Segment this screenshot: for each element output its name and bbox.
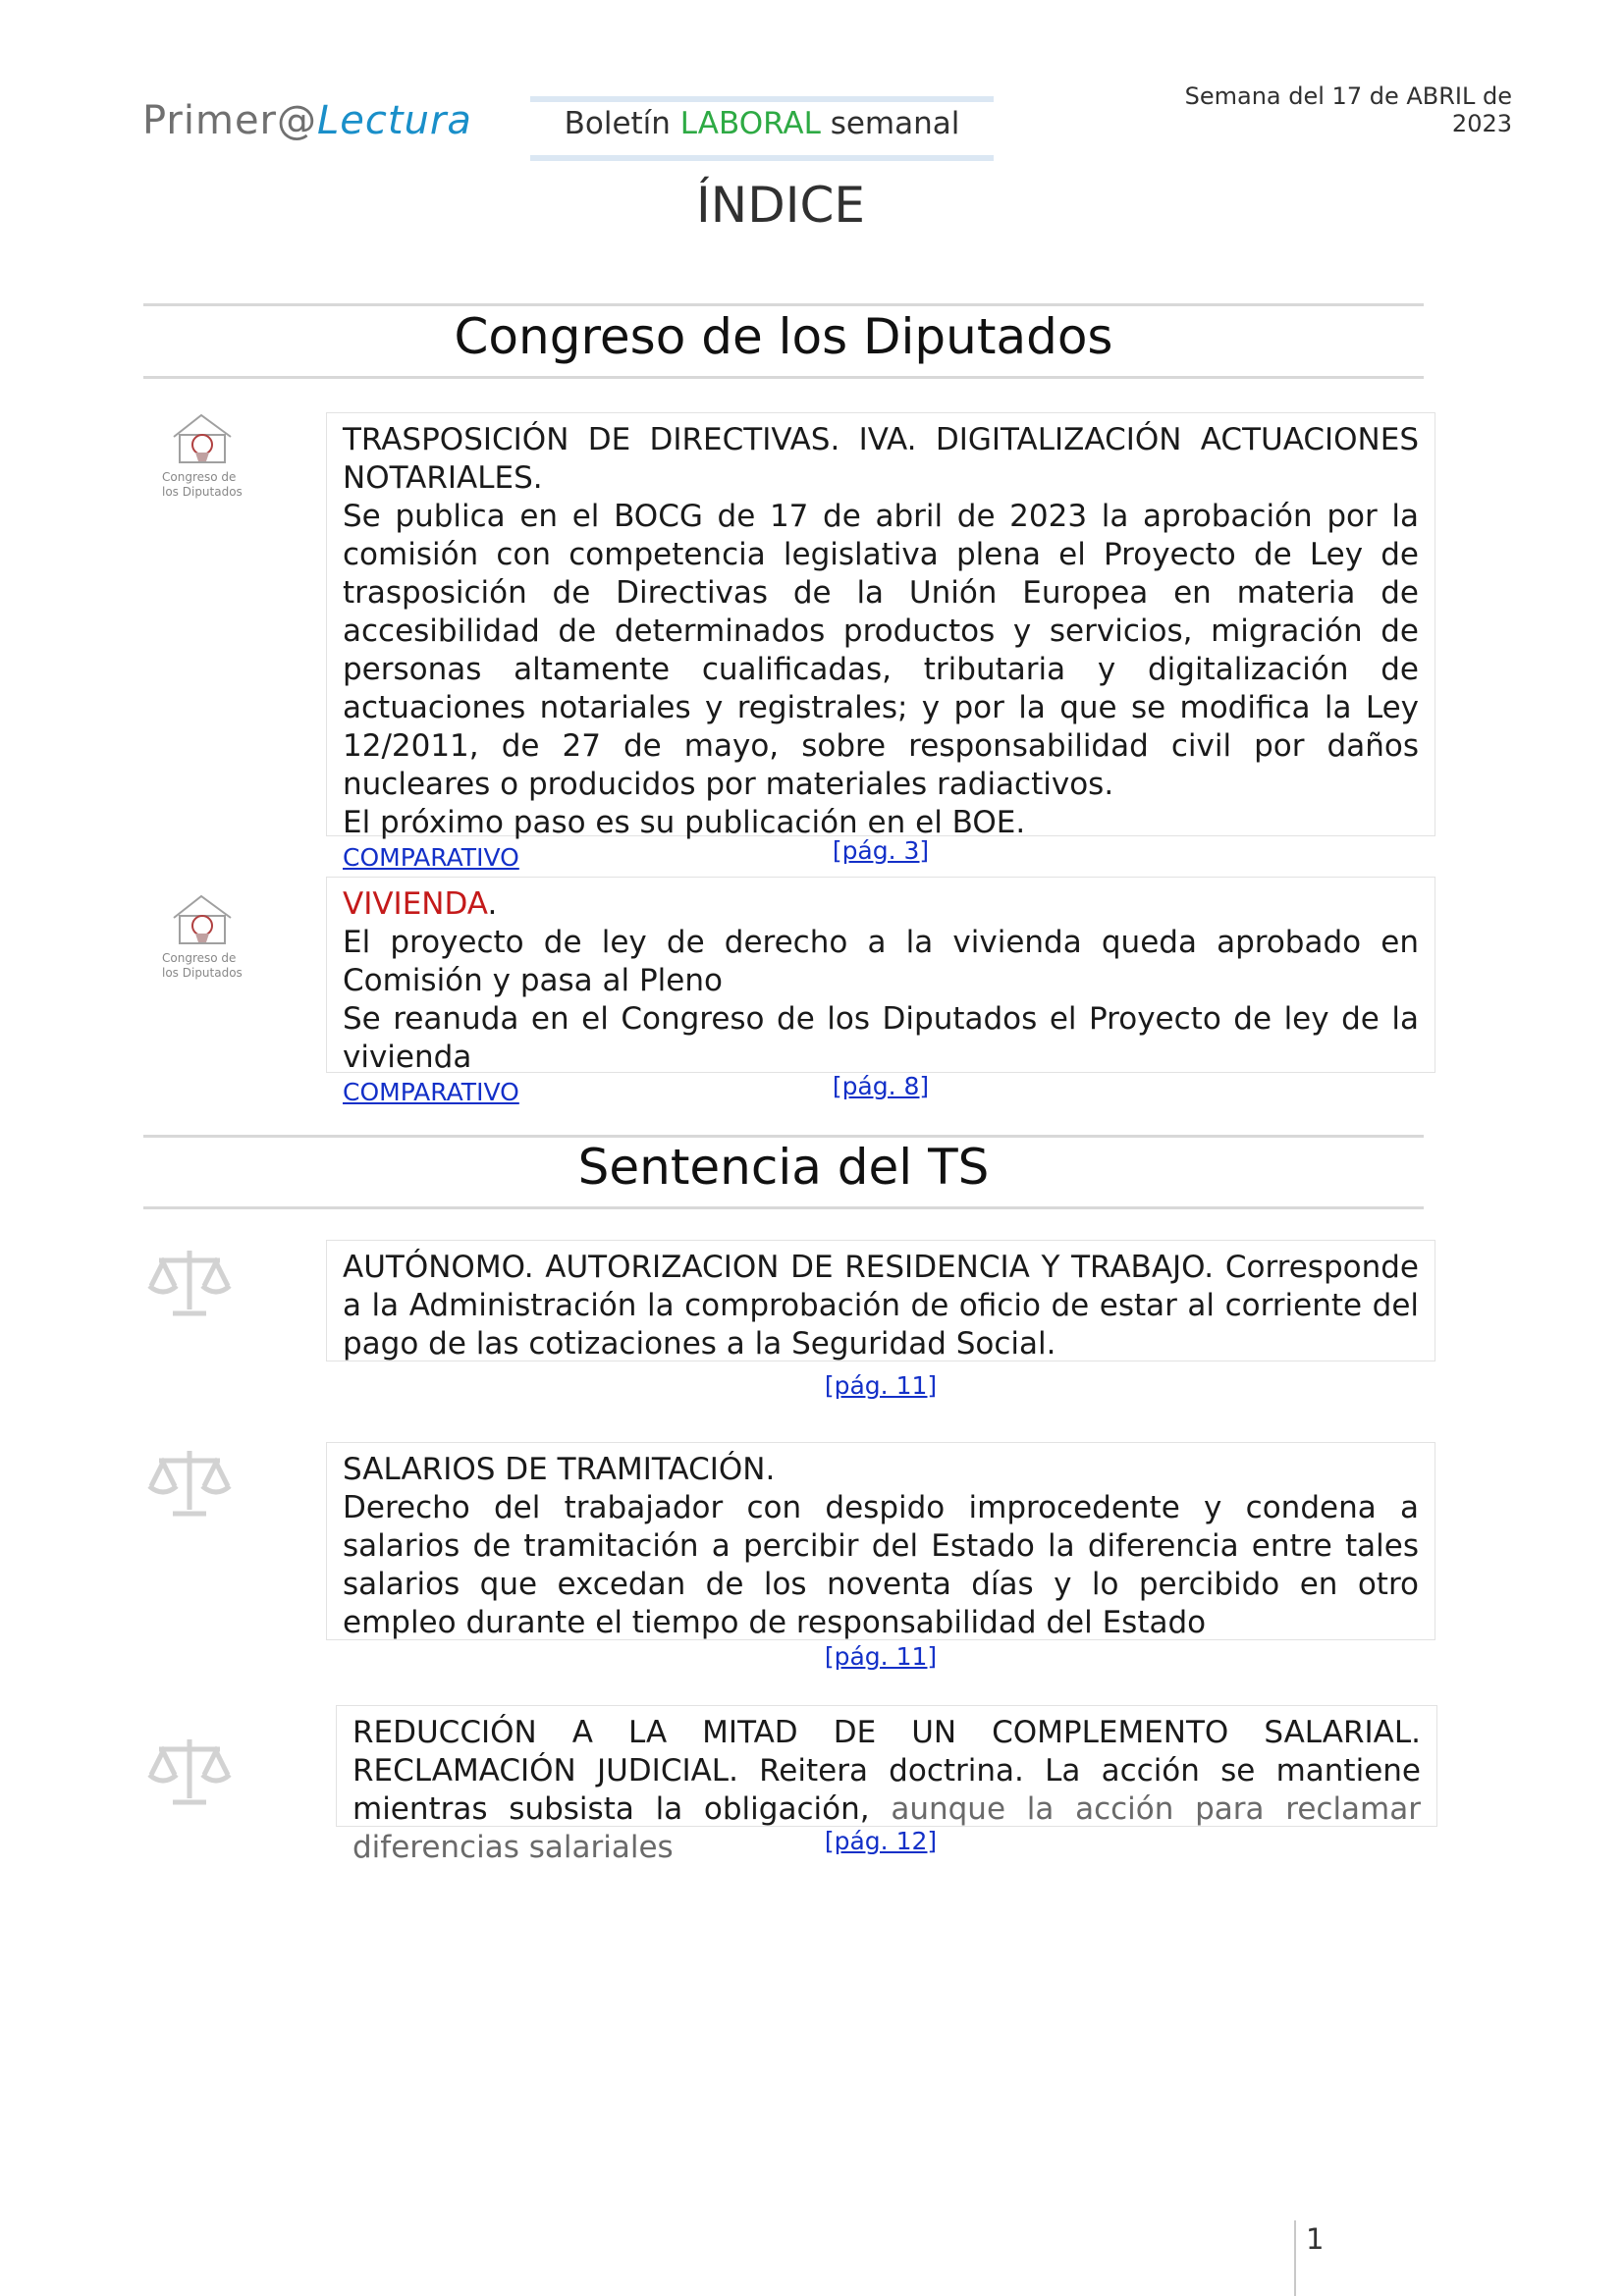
logo-part2: Lectura <box>317 98 472 143</box>
bulletin-highlight: LABORAL <box>679 106 821 141</box>
section-divider-top <box>143 1135 1424 1138</box>
bulletin-prefix: Boletín <box>564 106 680 141</box>
bulletin-banner <box>530 96 994 161</box>
scales-of-justice-icon <box>145 1239 234 1327</box>
brand-logo <box>142 98 472 143</box>
card-body: La acción se mantiene mientras subsista la obligación, <box>352 1753 1421 1827</box>
card-heading <box>343 885 1419 924</box>
week-date: Semana del 17 de ABRIL de 2023 <box>1184 82 1512 137</box>
section-title-congreso: Congreso de los Diputados <box>454 308 1113 365</box>
page-ref-link[interactable]: [pág. 12] <box>824 1827 938 1855</box>
card-body: Derecho del trabajador con despido improcedente y condena a salarios de tramitación a percibir del Estado la diferencia entre tales salarios que excedan de los noventa días y lo percibido en otro empleo durante el tiempo de responsabilidad del Estado <box>343 1490 1419 1640</box>
card-body: Corresponde a la Administración la comprobación de oficio de estar al corriente del pago de las cotizaciones a la Seguridad Social. <box>343 1250 1419 1362</box>
congreso-logo-line2: los Diputados <box>162 966 243 980</box>
page-ref-link[interactable]: [pág. 8] <box>832 1072 930 1100</box>
card-heading: AUTÓNOMO. AUTORIZACION DE RESIDENCIA Y TRABAJO. <box>343 1250 1215 1285</box>
page-ref <box>326 836 1435 865</box>
congreso-logo-line1: Congreso de <box>162 470 237 484</box>
index-title: ÍNDICE <box>696 177 865 234</box>
congreso-logo-icon <box>162 407 256 509</box>
card-autonomo <box>326 1240 1435 1362</box>
page-ref <box>326 1371 1435 1400</box>
card-salarios <box>326 1442 1435 1640</box>
congreso-logo-icon <box>162 888 256 990</box>
page-number: 1 <box>1306 2222 1325 2256</box>
card-heading: TRASPOSICIÓN DE DIRECTIVAS. IVA. DIGITALIZACIÓN ACTUACIONES NOTARIALES. <box>343 422 1419 496</box>
section-divider-top <box>143 303 1424 306</box>
card-text <box>343 1249 1419 1363</box>
scales-of-justice-icon <box>145 1728 234 1816</box>
logo-part1: Primer@ <box>142 98 317 143</box>
card-body-2: El próximo paso es su publicación en el BOE. <box>343 805 1026 840</box>
card-body-gray: aunque la acción para reclamar diferencias salariales <box>352 1791 1421 1865</box>
page-ref-link[interactable]: [pág. 3] <box>832 836 930 865</box>
card-heading: REDUCCIÓN A LA MITAD DE UN COMPLEMENTO SALARIAL. RECLAMACIÓN JUDICIAL. Reitera doctrina. <box>352 1715 1421 1789</box>
card-heading-red: VIVIENDA <box>343 886 488 922</box>
section-divider-bottom <box>143 376 1424 379</box>
comparativo-link[interactable]: COMPARATIVO <box>343 1078 519 1106</box>
card-heading: SALARIOS DE TRAMITACIÓN. <box>343 1452 776 1487</box>
congreso-logo-line1: Congreso de <box>162 951 237 965</box>
page-ref-link[interactable]: [pág. 11] <box>824 1371 938 1400</box>
page-ref <box>326 1642 1435 1671</box>
scales-of-justice-icon <box>145 1439 234 1527</box>
card-body: El proyecto de ley de derecho a la vivienda queda aprobado en Comisión y pasa al Pleno <box>343 925 1419 998</box>
section-title-ts: Sentencia del TS <box>577 1139 990 1196</box>
card-body: Se publica en el BOCG de 17 de abril de 2023 la aprobación por la comisión con competencia legislativa plena el Proyecto de Ley de trasposición de Directivas de la Unión Europea en materia de accesibilidad de determinados productos y servicios, migración de personas altamente cualificadas, tributaria y digitalización de actuaciones notariales y registrales; y por la que se modifica la Ley 12/2011, de 27 de mayo, sobre responsabilidad civil por daños nucleares o producidos por materiales radiactivos. <box>343 499 1419 802</box>
page-ref <box>326 1827 1435 1855</box>
bulletin-suffix: semanal <box>820 106 960 141</box>
comparativo-link[interactable]: COMPARATIVO <box>343 843 519 872</box>
bulletin-title <box>530 106 994 141</box>
page-number-divider <box>1294 2220 1296 2296</box>
section-divider-bottom <box>143 1206 1424 1209</box>
page-ref <box>326 1072 1435 1100</box>
congreso-logo-line2: los Diputados <box>162 485 243 499</box>
card-heading-suffix: . <box>487 886 498 922</box>
card-body-2: Se reanuda en el Congreso de los Diputados el Proyecto de ley de la vivienda <box>343 1001 1419 1075</box>
page-ref-link[interactable]: [pág. 11] <box>824 1642 938 1671</box>
